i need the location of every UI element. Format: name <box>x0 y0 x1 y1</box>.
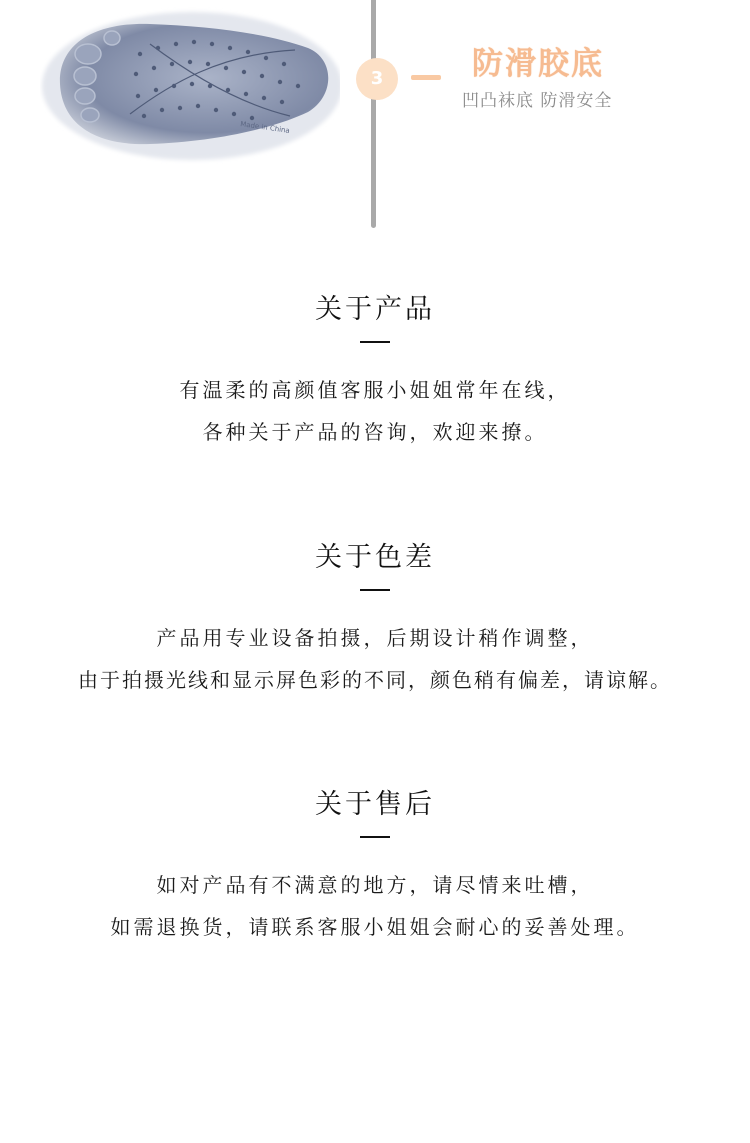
title-underline <box>360 836 390 838</box>
section-about-product <box>0 293 750 453</box>
title-underline <box>360 589 390 591</box>
section-text-line: 如需退换货，请联系客服小姐姐会耐心的妥善处理。 <box>110 915 640 939</box>
section-about-color <box>0 541 750 701</box>
feature-banner <box>0 0 750 235</box>
section-text-line: 有温柔的高颜值客服小姐姐常年在线， <box>179 378 571 402</box>
section-after-sales <box>0 788 750 948</box>
section-title: 关于售后 <box>315 789 435 820</box>
step-badge <box>356 58 398 100</box>
divider-line <box>371 0 376 228</box>
title-underline <box>360 341 390 343</box>
section-text-line: 如对产品有不满意的地方，请尽情来吐槽， <box>156 873 594 897</box>
step-number: 3 <box>370 68 384 89</box>
section-text-line: 由于拍摄光线和显示屏色彩的不同，颜色稍有偏差，请谅解。 <box>78 668 672 692</box>
section-title: 关于色差 <box>315 542 435 573</box>
sock-sole-image <box>40 4 340 164</box>
step-dash <box>411 75 441 80</box>
section-title: 关于产品 <box>315 294 435 325</box>
feature-title: 防滑胶底 <box>472 46 604 82</box>
section-text-line: 产品用专业设备拍摄，后期设计稍作调整， <box>156 626 594 650</box>
sole-print-text: Made in China <box>239 120 291 135</box>
section-text-line: 各种关于产品的咨询，欢迎来撩。 <box>202 420 548 444</box>
feature-subtitle: 凹凸袜底 防滑安全 <box>462 91 613 111</box>
